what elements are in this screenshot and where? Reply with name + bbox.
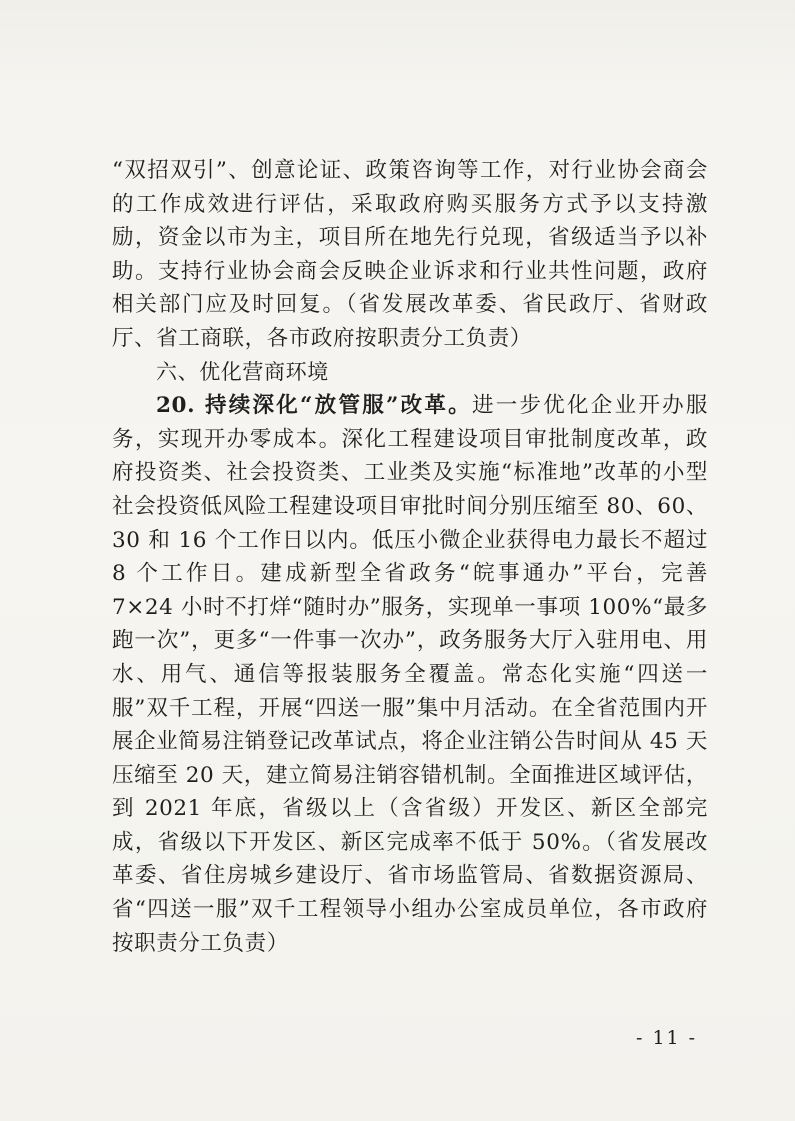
item-20-title: 20. 持续深化“放管服”改革。 [156, 393, 472, 419]
page-number: - 11 - [636, 1027, 698, 1049]
paragraph-continuation: “双招双引”、创意论证、政策咨询等工作，对行业协会商会的工作成效进行评估，采取政府购买服务方式予以支持激励，资金以市为主，项目所在地先行兑现，省级适当予以补助。支持行业协会商会反映企业诉求和行业共性问题，政府相关部门应及时回复。（省发展改革委、省民政厅、省财政厅、省工商联，各市政府按职责分工负责） [112, 158, 708, 351]
section-heading: 六、优化营商环境 [156, 359, 329, 384]
body-text [112, 154, 708, 960]
item-20-paragraph [112, 389, 708, 960]
item-20-body: 进一步优化企业开办服务，实现开办零成本。深化工程建设项目审批制度改革，政府投资类、社会投资类、工业类及实施“标准地”改革的小型社会投资低风险工程建设项目审批时间分别压缩至 80、60、30 和 16 个工作日以内。低压小微企业获得电力最长不超过 8 个工作日。建成新型全省政务“皖事通办”平台，完善 7×24 小时不打烊“随时办”服务，实现单一事项 100%“最多跑一次”，更多“一件事一次办”，政务服务大厅入驻用电、用水、用气、通信等报装服务全覆盖。常态化实施“四送一服”双千工程，开展“四送一服”集中月活动。在全省范围内开展企业简易注销登记改革试点，将企业注销公告时间从 45 天压缩至 20 天，建立简易注销容错机制。全面推进区域评估，到 2021 年底，省级以上（含省级）开发区、新区全部完成，省级以下开发区、新区完成率不低于 50%。（省发展改革委、省住房城乡建设厅、省市场监管局、省数据资源局、省“四送一服”双千工程领导小组办公室成员单位，各市政府按职责分工负责） [112, 393, 708, 956]
